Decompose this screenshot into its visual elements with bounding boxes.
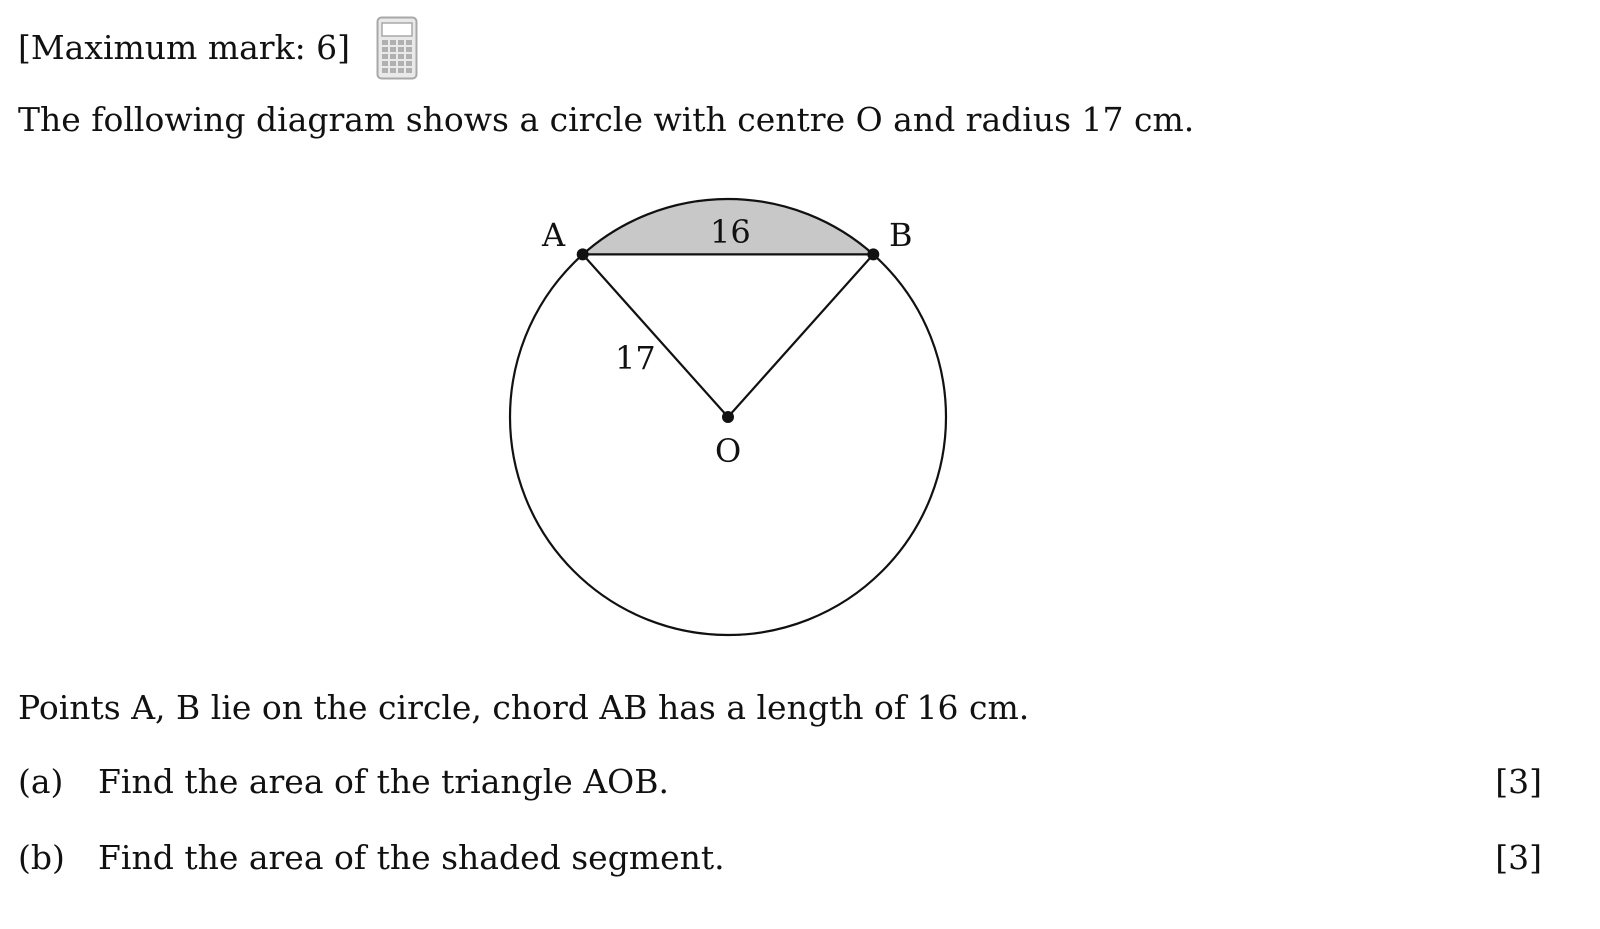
- intro-text: The following diagram shows a circle with centre O and radius 17 cm.: [18, 100, 1195, 139]
- points-text: Points A, B lie on the circle, chord AB has a length of 16 cm.: [18, 688, 1030, 727]
- question-b-marks: [3]: [1495, 838, 1542, 877]
- question-b-label: (b): [18, 838, 65, 877]
- label-radius-length: 17: [615, 339, 656, 377]
- question-a-marks: [3]: [1495, 762, 1542, 801]
- point-o: [722, 411, 734, 423]
- radius-ob: [728, 254, 873, 417]
- label-chord-length: 16: [710, 213, 751, 251]
- maximum-mark: [Maximum mark: 6]: [18, 28, 351, 67]
- circle-diagram: [480, 180, 1000, 660]
- label-b: B: [889, 216, 913, 254]
- question-b-text: Find the area of the shaded segment.: [98, 838, 725, 877]
- question-a-label: (a): [18, 762, 64, 801]
- label-a: A: [542, 216, 566, 254]
- point-b: [867, 248, 879, 260]
- point-a: [577, 248, 589, 260]
- question-a-text: Find the area of the triangle AOB.: [98, 762, 669, 801]
- label-o: O: [715, 432, 742, 470]
- calculator-icon: [376, 16, 418, 80]
- radius-oa: [583, 254, 728, 417]
